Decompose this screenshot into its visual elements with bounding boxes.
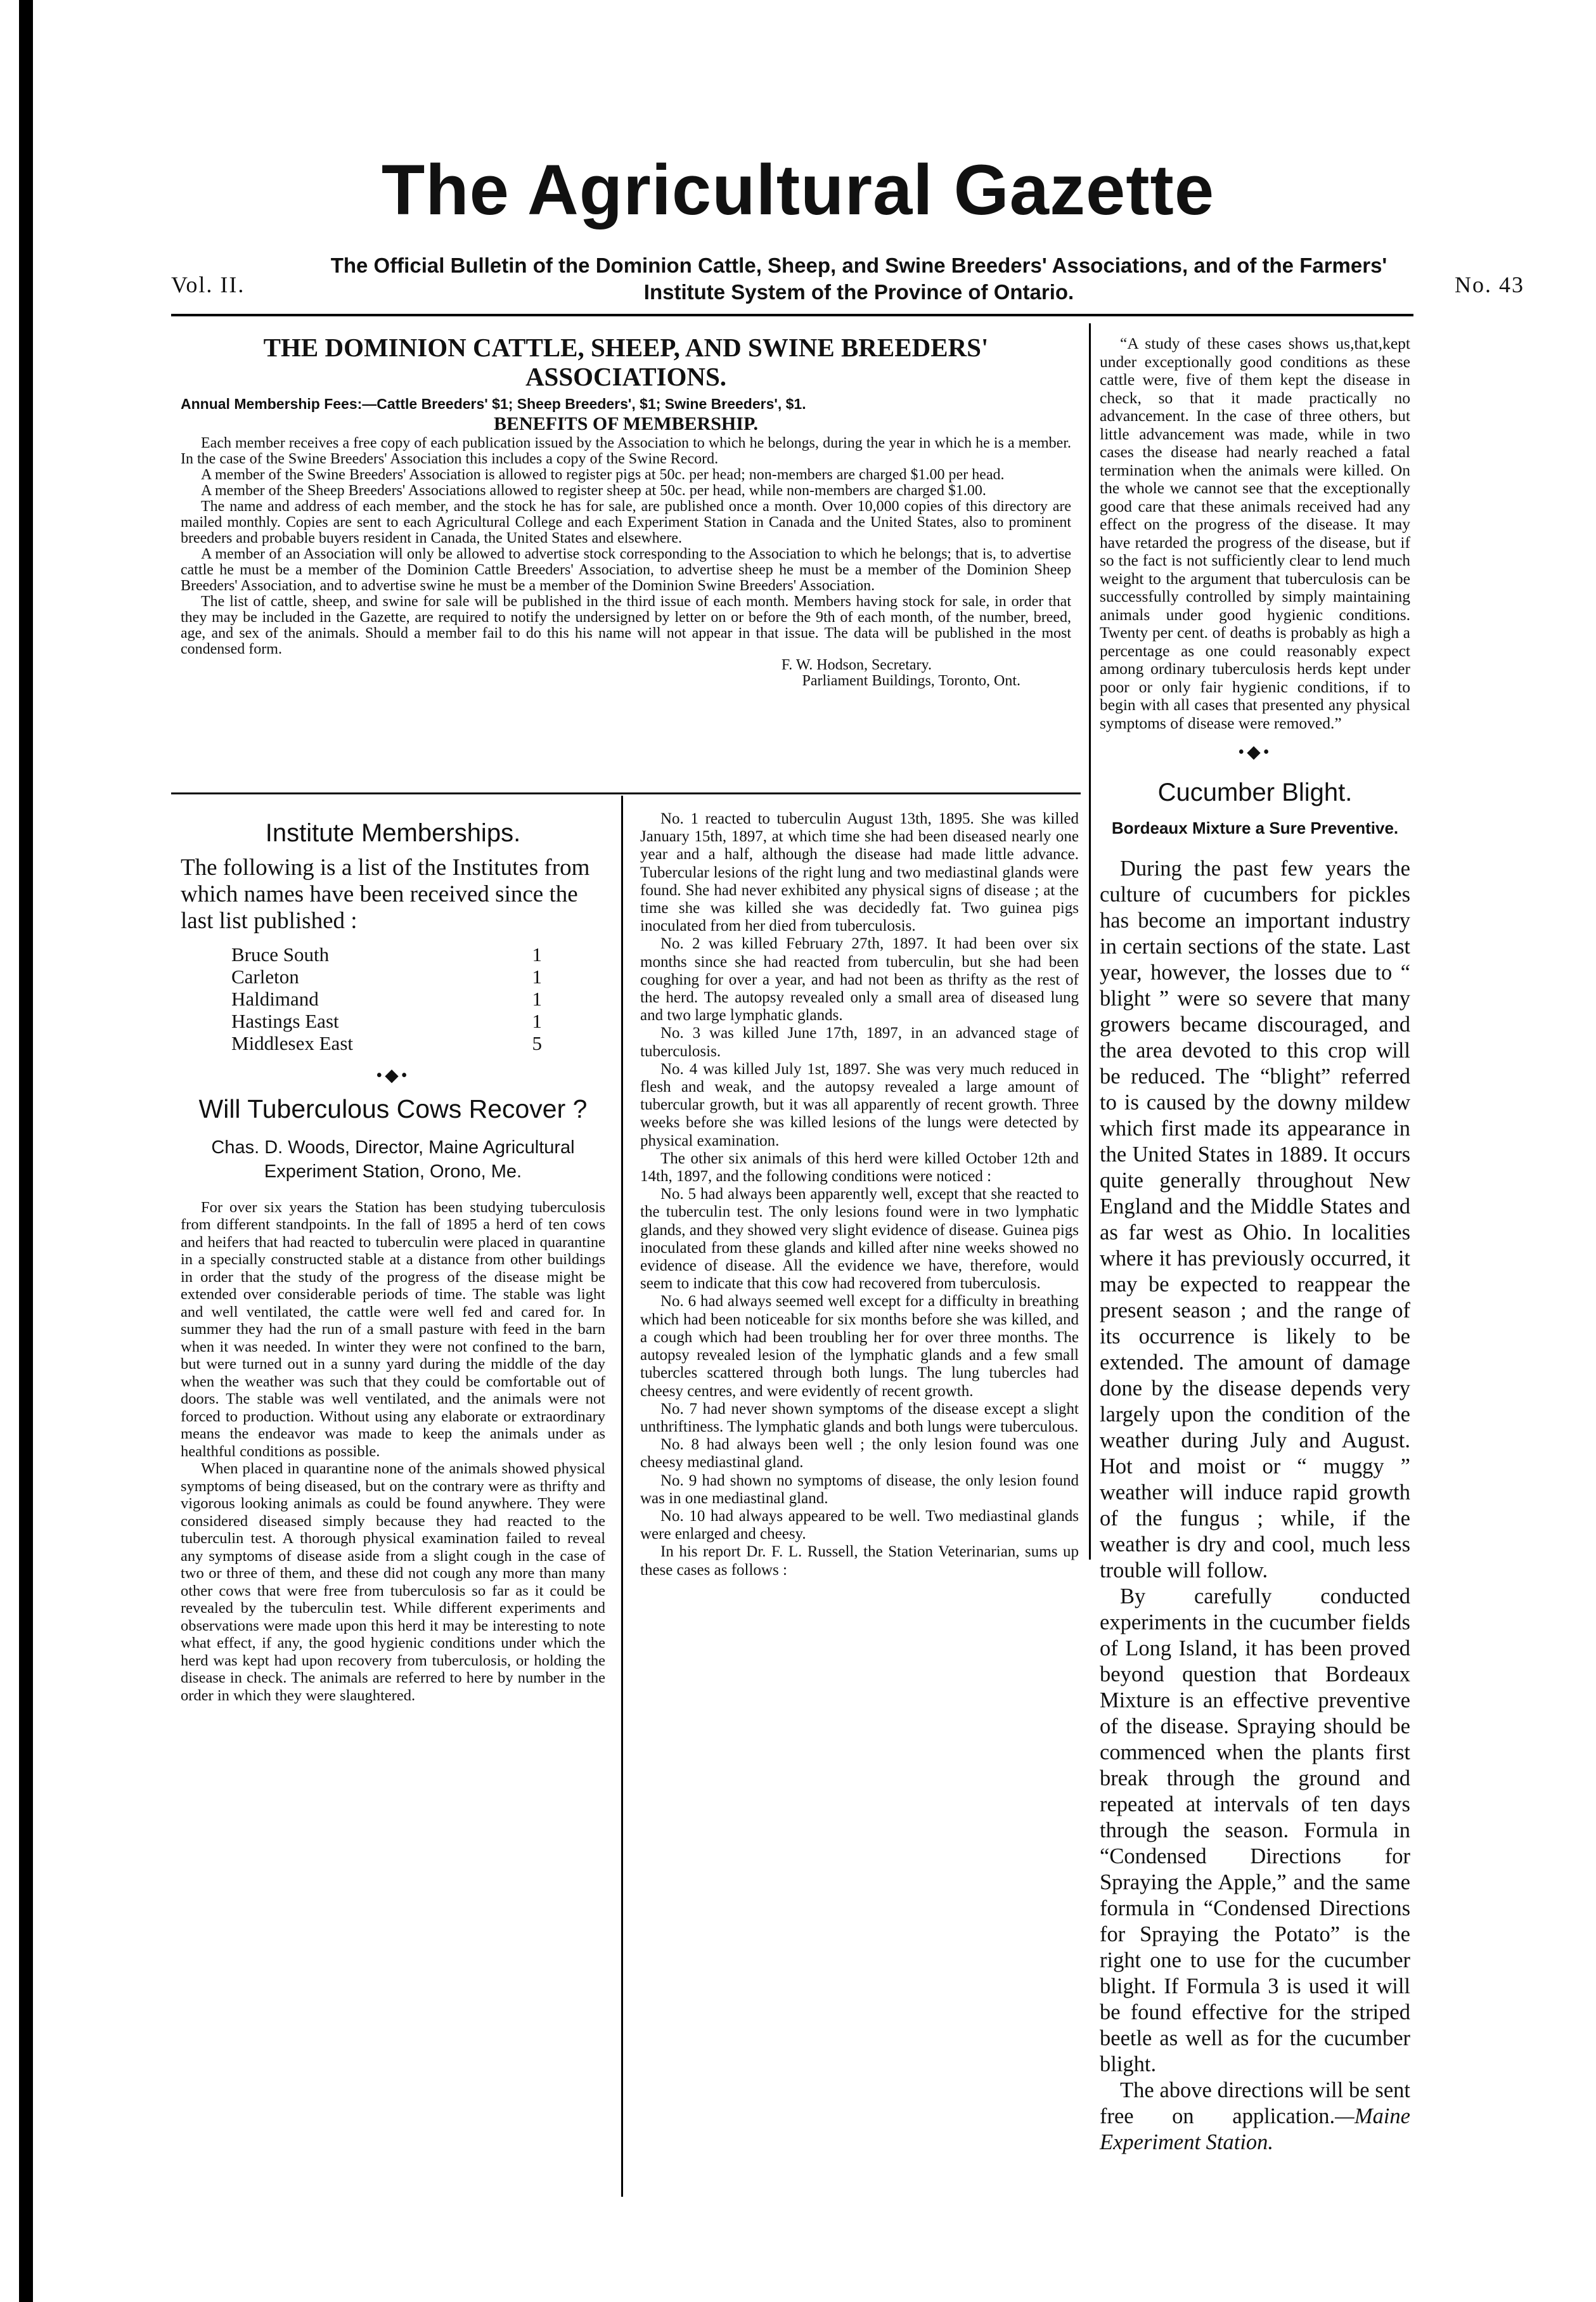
cow-case: The other six animals of this herd were killed October 12th and 14th, 1897, and the following conditions were noticed : <box>640 1149 1079 1186</box>
cow-case: No. 9 had shown no symptoms of disease, the only lesion found was in one mediastinal gland. <box>640 1471 1079 1507</box>
benefit-paragraph: A member of the Swine Breeders' Association is allowed to register pigs at 50c. per head; non-members are charged $1.00 per head. <box>201 467 1005 483</box>
cow-case: No. 4 was killed July 1st, 1897. She was very much reduced in flesh and weak, and the autopsy revealed a large amount of tubercular growth, but it was all apparently of recent growth. Three weeks before she was killed lesions of the lungs were detected by physical examination. <box>640 1060 1079 1149</box>
secretary-address: Parliament Buildings, Toronto, Ont. <box>802 673 1020 689</box>
section-ornament: •◆• <box>1238 742 1272 762</box>
box-bottom-rule <box>171 792 1081 794</box>
list-item: Middlesex East 5 <box>231 1032 542 1054</box>
secretary-signature: F. W. Hodson, Secretary. <box>781 657 932 673</box>
volume-number: Vol. II. <box>171 272 245 297</box>
tuberculous-heading: Will Tuberculous Cows Recover ? <box>198 1094 588 1123</box>
column-rule <box>1089 323 1091 1560</box>
cow-case: No. 2 was killed February 27th, 1897. It had been over six months since she had reacted from tuberculin, but she had been coughing for over a year, and had not been as thrifty as the rest of the herd. The autopsy revealed only a small area of diseased lung and two large lymphatic glands. <box>640 935 1079 1025</box>
benefit-paragraph: The list of cattle, sheep, and swine for sale will be published in the third issue of each month. Members having stock for sale, in order that they may be included in the Gazette, are required to notify the undersigned by letter on or before the 9th of each month, of the number, breed, age, and sex of the animals. Should a member fail to do this his name will not appear in that issue. The data will be published in the most condensed form. <box>181 593 1071 657</box>
masthead-title: The Agricultural Gazette <box>381 150 1215 230</box>
dominion-heading: THE DOMINION CATTLE, SHEEP, AND SWINE BREEDERS' ASSOCIATIONS. <box>263 333 989 391</box>
cucumber-heading: Cucumber Blight. <box>1157 778 1353 806</box>
cow-case: No. 7 had never shown symptoms of the disease except a slight unthriftiness. The lymphatic glands and both lungs were tuberculous. <box>640 1400 1079 1435</box>
issue-number: No. 43 <box>1455 272 1524 297</box>
dominion-associations-box <box>181 333 1071 689</box>
benefit-paragraph: The name and address of each member, and the stock he has for sale, are published once a month. Over 10,000 copies of this directory are mailed monthly. Copies are sent to each Agricultural College and each Experiment Station in Canada and the United States, also to prominent breeders and probable buyers resident in Canada, the United States and elsewhere. <box>181 498 1071 546</box>
column-rule <box>621 796 623 2197</box>
tuberculous-paragraph: For over six years the Station has been studying tuberculosis from different standpoints. In the fall of 1895 a herd of ten cows and heifers that had reacted to tuberculin were placed in quarantine in a specially constructed stable at a distance from other buildings in order that the study of the progress of the disease might be extended over considerable periods of time. The stable was light and well ventilated, the cattle were well fed and cared for. In summer they had the run of a small pasture with feed in the barn when it was needed. In winter they were not confined to the barn, but were turned out in a sunny yard during the middle of the day when the weather was such that they could be comfortable out of doors. The stable was well ventilated, and the animals were not forced to production. Without using any elaborate or extraordinary means the endeavor was made to keep the animals under as healthful conditions as possible. <box>181 1198 605 1460</box>
benefit-paragraph: A member of the Sheep Breeders' Associations allowed to register sheep at 50c. per head, while non-members are charged $1.00. <box>201 482 986 499</box>
list-item: Bruce South 1 <box>231 943 542 966</box>
cucumber-paragraph: The above directions will be sent free on application. <box>1100 2078 1410 2128</box>
cucumber-paragraph: By carefully conducted experiments in the cucumber fields of Long Island, it has been proved beyond question that Bordeaux Mixture is an effective preventive of the disease. Spraying should be commenced when the plants first break through the ground and repeated at intervals of ten days through the season. Formula in “Condensed Directions for Spraying the Apple,” and the same formula in “Condensed Directions for Spraying the Potato” is the right one to use for the cucumber blight. If Formula 3 is used it will be found effective for the striped beetle as well as for the cucumber blight. <box>1100 1584 1410 2076</box>
list-item: Carleton 1 <box>231 966 542 988</box>
benefit-paragraph: Each member receives a free copy of each publication issued by the Association to which he belongs, during the year in which he is a member. In the case of the Swine Breeders' Association this includes a copy of the Swine Record. <box>181 435 1071 467</box>
institute-list <box>231 943 542 1054</box>
benefit-paragraph: A member of an Association will only be allowed to advertise stock corresponding to the Association to which he belongs; that is, to advertise cattle he must be a member of the Dominion Cattle Breeders' Association, to advertise sheep he must be a member of the Dominion Sheep Breeders' Association, and to advertise swine he must be a member of the Dominion Swine Breeders' Association. <box>181 546 1071 594</box>
column-three <box>1100 335 1410 2156</box>
tuberculous-byline: Chas. D. Woods, Director, Maine Agricultural Experiment Station, Orono, Me. <box>211 1137 575 1182</box>
cow-case: No. 3 was killed June 17th, 1897, in an advanced stage of tuberculosis. <box>640 1025 1079 1060</box>
page-edge-bar <box>19 0 33 2302</box>
cucumber-subheading: Bordeaux Mixture a Sure Preventive. <box>1111 818 1399 837</box>
masthead-rule <box>171 314 1413 316</box>
cucumber-body <box>1100 856 1410 2156</box>
masthead-subtitle: The Official Bulletin of the Dominion Cattle, Sheep, and Swine Breeders' Associations, and of the Farmers' Institute System of the Province of Ontario. <box>330 254 1387 304</box>
cow-case: No. 10 had always appeared to be well. Two mediastinal glands were enlarged and cheesy. <box>640 1507 1079 1543</box>
institute-intro: The following is a list of the Institutes from which names have been received since the last list published : <box>181 855 590 934</box>
cow-case: No. 8 had always been well ; the only lesion found was one cheesy mediastinal gland. <box>640 1436 1079 1471</box>
column-one <box>181 818 605 1704</box>
membership-fees: Annual Membership Fees:—Cattle Breeders' $1; Sheep Breeders', $1; Swine Breeders', $1. <box>181 396 806 412</box>
list-item: Hastings East 1 <box>231 1010 542 1032</box>
cucumber-paragraph: During the past few years the culture of cucumbers for pickles has become an important industry in certain sections of the state. Last year, however, the losses due to “ blight ” were so severe that many growers became discouraged, and the area devoted to this crop will be reduced. The “blight” referred to is caused by the downy mildew which first made its appearance in the United States in 1889. It occurs quite generally throughout New England and the Middle States and as far west as Ohio. In localities where it has previously occurred, it may be expected to reappear the present season ; and the range of its occurrence is likely to be extended. The amount of damage done by the disease depends very largely upon the condition of the weather during July and August. Hot and moist or “ muggy ” weather will induce rapid growth of the fungus ; while, if the weather is dry and cool, much less trouble will follow. <box>1100 857 1410 1582</box>
column-two <box>640 810 1079 1579</box>
veterinarian-quote: “A study of these cases shows us,that,kept under exceptionally good conditions as these cattle were, five of them kept the disease in check, so that it made practically no advancement. In the case of three others, but little advancement was made, while in two cases the disease had nearly reached a fatal termination when the animals were killed. On the whole we cannot see that the exceptionally good care that these animals received had any effect on the progress of the disease. It may have retarded the progress of the disease, but if so the fact is not sufficiently clear to lend much weight to the argument that tuberculosis can be successfully controlled by simply maintaining animals under good hygienic conditions. Twenty per cent. of deaths is probably as high a percentage as one could reasonably expect among ordinary tuberculosis herds kept under poor or only fair hygienic conditions, if to begin with all cases that presented any physical symptoms of disease were removed.” <box>1100 334 1410 732</box>
section-ornament: •◆• <box>376 1066 410 1085</box>
cow-case: No. 6 had always seemed well except for a difficulty in breathing which had been noticeable for six months before she was killed, and a cough which had been troubling her for over three months. The autopsy revealed lesion of the lymphatic glands and a few small tubercles scattered through both lungs. The lung tubercles had cheesy centres, and were evidently of recent growth. <box>640 1293 1079 1400</box>
cow-case: In his report Dr. F. L. Russell, the Station Veterinarian, sums up these cases as follows : <box>640 1543 1079 1579</box>
institute-heading: Institute Memberships. <box>265 819 521 847</box>
list-item: Haldimand 1 <box>231 988 542 1010</box>
benefits-heading: BENEFITS OF MEMBERSHIP. <box>493 413 759 434</box>
cow-case: No. 5 had always been apparently well, except that she reacted to the tuberculin test. The only lesions found were in two lymphatic glands, and they showed very slight evidence of disease. Guinea pigs inoculated from these glands and killed after nine weeks showed no evidence of disease. All the evidence we have, therefore, would seem to indicate that this cow had recovered from tuberculosis. <box>640 1186 1079 1293</box>
cucumber-source: —Maine Experiment Station. <box>1100 2104 1410 2154</box>
tuberculous-paragraph: When placed in quarantine none of the animals showed physical symptoms of being diseased, but on the contrary were as thrifty and vigorous looking animals as could be found anywhere. They were considered diseased simply because they had reacted to the tuberculin test. A thorough physical examination failed to reveal any symptoms of disease aside from a slight cough in the case of two or three of them, and these did not cough any more than many other cows that were free from tuberculosis so far as it could be revealed by the tuberculin test. While different experiments and observations were made upon this herd it may be interesting to note what effect, if any, the good hygienic conditions under which the herd was kept had upon recovery from tuberculosis, or holding the disease in check. The animals are referred to here by number in the order in which they were slaughtered. <box>181 1460 605 1704</box>
cow-case: No. 1 reacted to tuberculin August 13th, 1895. She was killed January 15th, 1897, at which time she had been diseased nearly one year and a half, although the disease had made little advance. Tubercular lesions of the right lung and two mediastinal glands were found. She had never exhibited any physical signs of disease ; at the time she was killed she was decidedly fat. Two guinea pigs inoculated from her died from tuberculosis. <box>640 810 1079 935</box>
